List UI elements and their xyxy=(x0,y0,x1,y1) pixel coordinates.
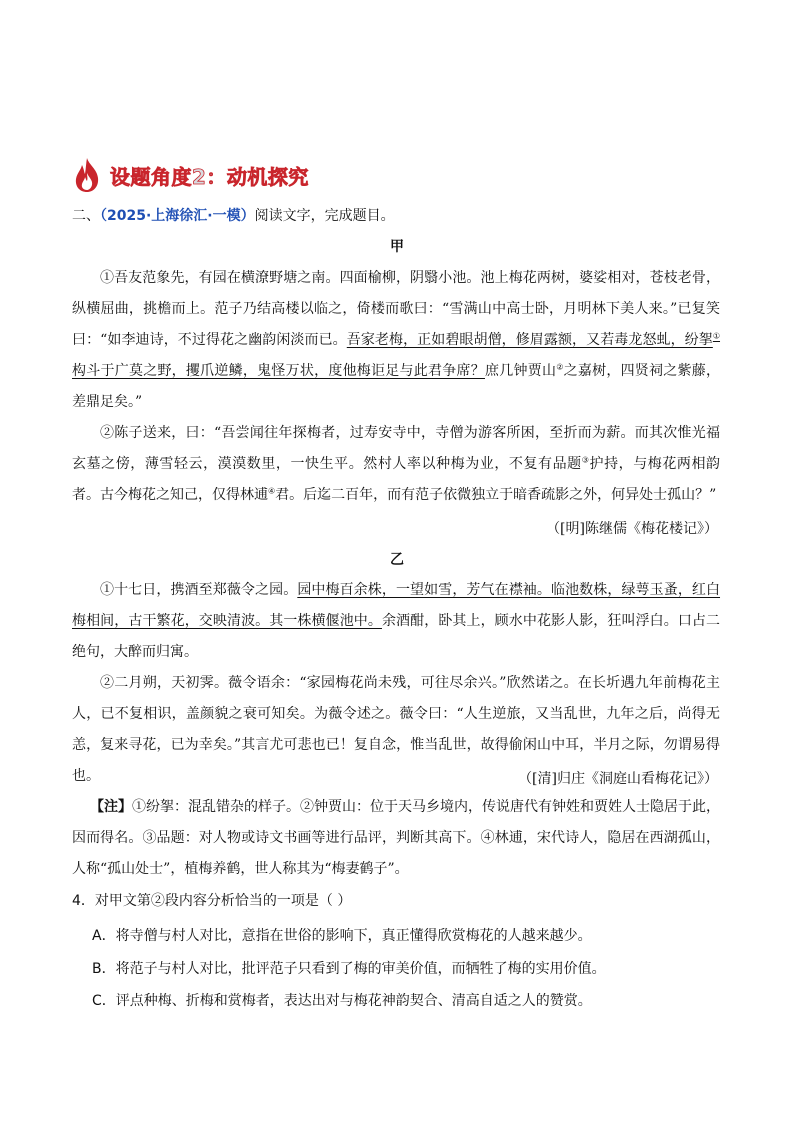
section-title: 设题角度2：动机探究 xyxy=(110,164,309,189)
question-stem: 对甲文第②段内容分析恰当的一项是（ ） xyxy=(94,893,352,909)
option-letter: B． xyxy=(92,961,116,977)
jia-paragraph-2 xyxy=(72,418,720,511)
question-4 xyxy=(72,890,351,910)
jia-citation: （[明]陈继儒《梅花楼记》） xyxy=(546,521,718,537)
question-source: （2025·上海徐汇·一模） xyxy=(100,208,255,224)
option-letter: C． xyxy=(92,993,116,1009)
footnote-marker: ② xyxy=(556,362,564,372)
jia-p1-text: ①吾友范象先，有园在横潦野塘之南。四面榆柳，阴翳小池。池上梅花两树，婆娑相对，苍枝老骨，纵横屈曲，挑檐而上。范子乃结高楼以临之，倚楼而歌曰：“雪满山中高士卧，月明林下美人来。”已复笑曰：“如李迪诗，不过得花之幽韵闲淡而已。 xyxy=(72,270,720,348)
option-text: 评点种梅、折梅和赏梅者，表达出对与梅花神韵契合、清高自适之人的赞赏。 xyxy=(115,993,592,1009)
question-number: 4． xyxy=(72,893,95,909)
question-group-number: 二、 xyxy=(72,208,100,224)
passage-yi-label: 乙 xyxy=(390,552,404,568)
annotation-note xyxy=(72,792,720,885)
footnote-marker: ③ xyxy=(581,455,590,465)
jia-p1-text-mid: 庶几钟贾山 xyxy=(484,363,557,379)
jia-p1-text-end: 之嘉树，四贤祠之紫藤，差鼎足矣。” xyxy=(72,363,721,410)
option-letter: A． xyxy=(92,928,116,944)
option-a[interactable] xyxy=(92,925,592,945)
note-label: 【注】 xyxy=(90,799,132,815)
yi-p1-text: ①十七日，携酒至郑薇令之园。 xyxy=(100,582,298,598)
yi-paragraph-1 xyxy=(72,575,720,668)
yi-citation: （[清]归庄《洞庭山看梅花记》） xyxy=(518,771,718,787)
section-header xyxy=(73,156,309,194)
note-text: ①纷挐：混乱错杂的样子。②钟贾山：位于天马乡境内，传说唐代有钟姓和贾姓人士隐居于此，因而得名。③品题：对人物或诗文书画等进行品评，判断其高下。④林逋，宋代诗人，隐居在西湖孤山，人称“孤山处士”，植梅养鹤，世人称其为“梅妻鹤子”。 xyxy=(72,799,720,877)
jia-paragraph-1 xyxy=(72,263,720,418)
option-text: 将寺僧与村人对比，意指在世俗的影响下，真正懂得欣赏梅花的人越来越少。 xyxy=(115,928,592,944)
option-text: 将范子与村人对比，批评范子只看到了梅的审美价值，而牺牲了梅的实用价值。 xyxy=(115,961,606,977)
option-b[interactable] xyxy=(92,958,606,978)
footnote-marker: ① xyxy=(712,331,721,341)
yi-p1-text-end: 余酒酣，卧其上，顾水中花影人影，狂叫浮白。口占二绝句，大醉而归寓。 xyxy=(72,613,721,660)
footnote-marker: ④ xyxy=(268,486,276,496)
jia-p2-text-mid: 护持，与梅花两相韵者。古今梅花之知己，仅得林逋 xyxy=(72,456,721,503)
jia-p1-underlined-1: 吾家老梅，正如碧眼胡僧，修眉露额，又若毒龙怒虬，纷挐 xyxy=(346,332,713,348)
jia-p1-underlined-2: 构斗于广莫之野，攫爪逆鳞，鬼怪万状，度他梅讵足与此君争席？ xyxy=(72,363,485,379)
option-c[interactable] xyxy=(92,990,592,1010)
passage-jia-label: 甲 xyxy=(390,239,404,255)
flame-icon xyxy=(73,157,101,193)
jia-p2-text: ②陈子送来，曰：“吾尝闻往年探梅者，过寿安寺中，寺僧为游客所困，至折而为薪。而其次惟光福玄墓之傍，薄雪轻云，漠漠数里，一快生平。然村人率以种梅为业，不复有品题 xyxy=(72,425,720,472)
question-intro xyxy=(72,205,395,225)
yi-paragraph-2: ②二月朔，天初霁。薇令语余：“家园梅花尚未残，可往尽余兴。”欣然诺之。在长圻遇九年前梅花主人，已不复相识，盖颜貌之衰可知矣。为薇令述之。薇令曰：“人生逆旅，又当乱世，九年之后，尚得无恙，复来寻花，已为幸矣。”其言尤可悲也已！复自念，惟当乱世，故得偷闲山中耳，半月之际，勿谓易得也。 xyxy=(72,675,720,784)
question-instruction: 阅读文字，完成题目。 xyxy=(254,208,395,224)
yi-p1-underlined: 园中梅百余株，一望如雪，芳气在襟袖。临池数株，绿萼玉蚤，红白梅相间，古干繁花，交映清波。其一株横偃池中。 xyxy=(72,582,721,629)
jia-p2-text-end: 君。后迄二百年，而有范子依微独立于暗香疏影之外，何异处士孤山？” xyxy=(275,487,717,503)
